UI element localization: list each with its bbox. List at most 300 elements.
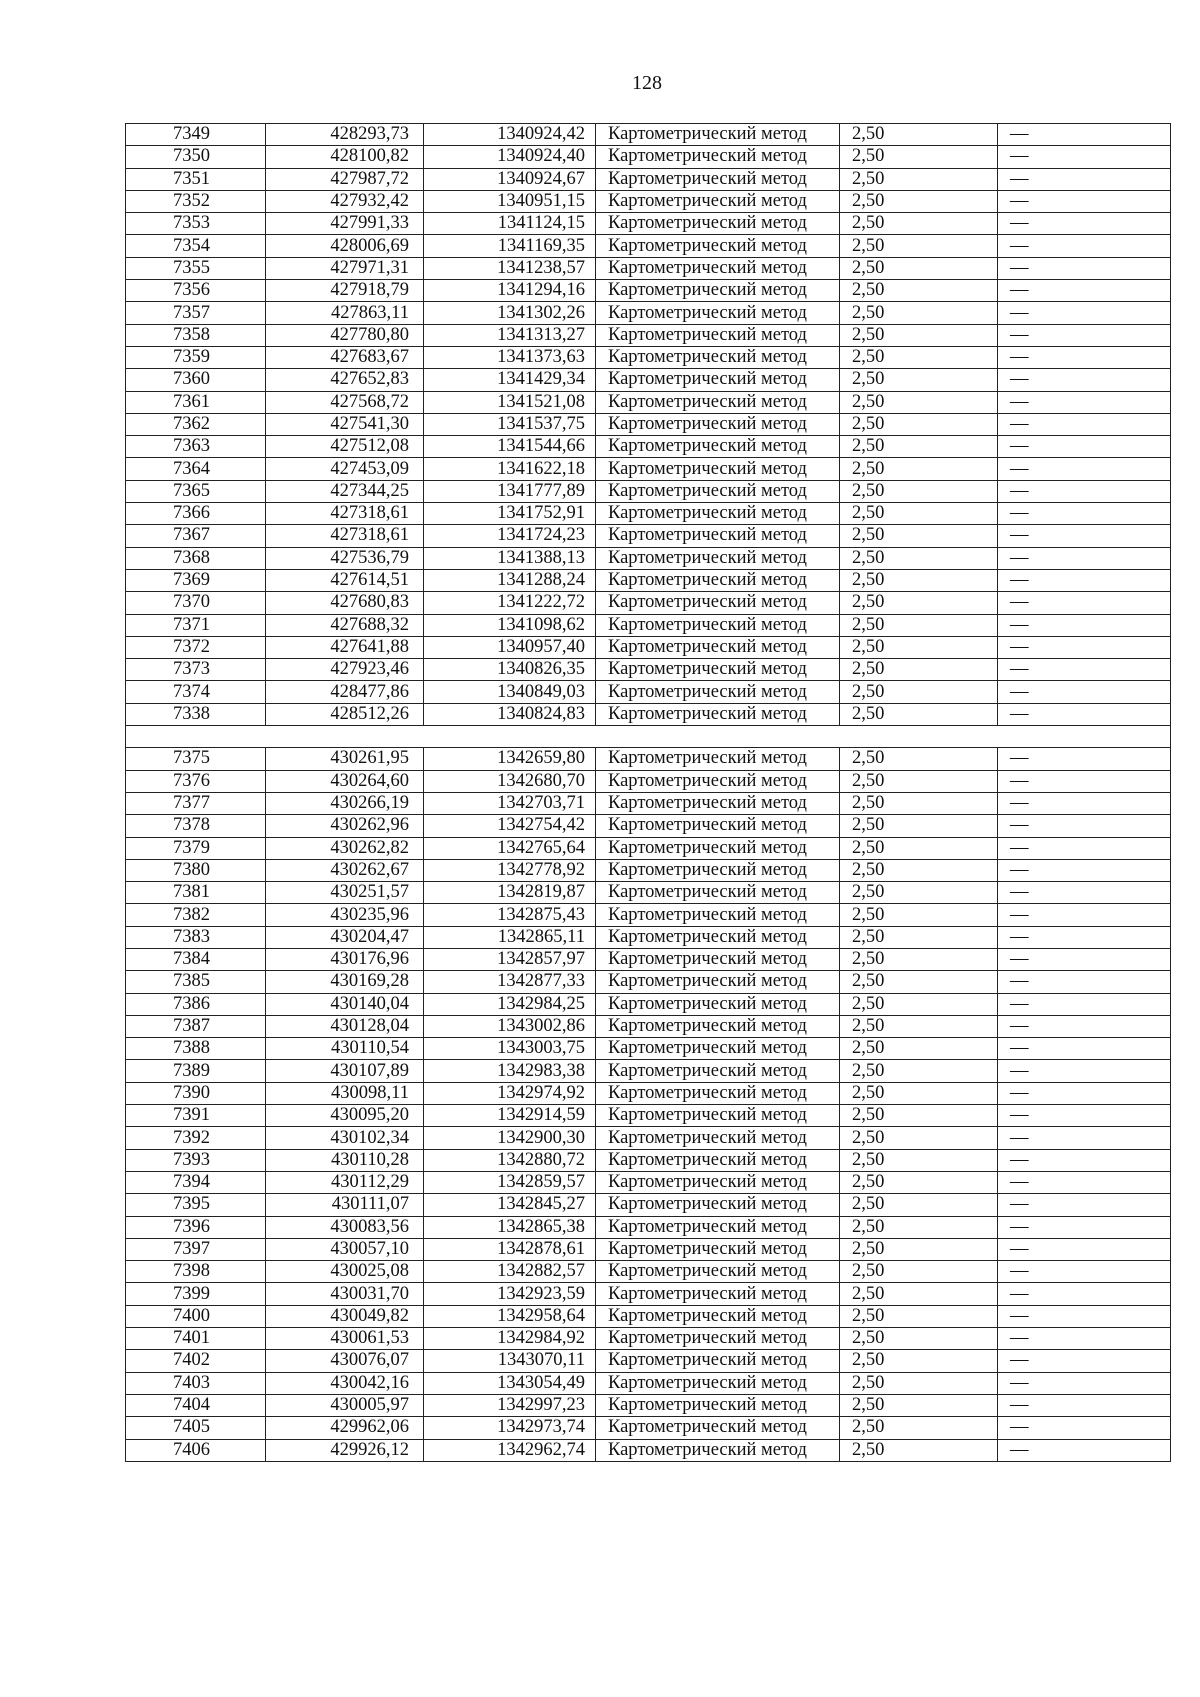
accuracy-cell: 2,50 (840, 1171, 998, 1193)
y-coordinate-cell: 1340824,83 (424, 703, 596, 725)
accuracy-cell: 2,50 (840, 1194, 998, 1216)
x-coordinate-cell: 427932,42 (266, 190, 424, 212)
note-cell: — (998, 859, 1171, 881)
table-row (126, 1439, 1171, 1461)
point-number-cell: 7349 (126, 124, 266, 146)
note-cell: — (998, 1283, 1171, 1305)
y-coordinate-cell: 1341288,24 (424, 569, 596, 591)
y-coordinate-cell: 1341521,08 (424, 391, 596, 413)
point-number-cell: 7355 (126, 257, 266, 279)
table-row (126, 1328, 1171, 1350)
method-cell: Картометрический метод (596, 1350, 840, 1372)
table-row (126, 1305, 1171, 1327)
point-number-cell: 7372 (126, 636, 266, 658)
method-cell: Картометрический метод (596, 413, 840, 435)
note-cell: — (998, 1372, 1171, 1394)
x-coordinate-cell: 430176,96 (266, 948, 424, 970)
table-row (126, 1149, 1171, 1171)
note-cell: — (998, 592, 1171, 614)
x-coordinate-cell: 430110,28 (266, 1149, 424, 1171)
y-coordinate-cell: 1342845,27 (424, 1194, 596, 1216)
x-coordinate-cell: 430098,11 (266, 1082, 424, 1104)
point-number-cell: 7388 (126, 1038, 266, 1060)
note-cell: — (998, 882, 1171, 904)
point-number-cell: 7367 (126, 525, 266, 547)
accuracy-cell: 2,50 (840, 1060, 998, 1082)
point-number-cell: 7398 (126, 1261, 266, 1283)
note-cell: — (998, 436, 1171, 458)
y-coordinate-cell: 1341313,27 (424, 324, 596, 346)
x-coordinate-cell: 430262,96 (266, 815, 424, 837)
accuracy-cell: 2,50 (840, 1283, 998, 1305)
note-cell: — (998, 837, 1171, 859)
x-coordinate-cell: 430102,34 (266, 1127, 424, 1149)
x-coordinate-cell: 427512,08 (266, 436, 424, 458)
accuracy-cell: 2,50 (840, 1261, 998, 1283)
table-row (126, 213, 1171, 235)
y-coordinate-cell: 1342878,61 (424, 1238, 596, 1260)
table-row (126, 1417, 1171, 1439)
method-cell: Картометрический метод (596, 1171, 840, 1193)
x-coordinate-cell: 428477,86 (266, 681, 424, 703)
x-coordinate-cell: 427318,61 (266, 503, 424, 525)
method-cell: Картометрический метод (596, 614, 840, 636)
y-coordinate-cell: 1342659,80 (424, 748, 596, 770)
x-coordinate-cell: 428512,26 (266, 703, 424, 725)
empty-cell (998, 726, 1171, 748)
accuracy-cell: 2,50 (840, 547, 998, 569)
table-row (126, 346, 1171, 368)
accuracy-cell: 2,50 (840, 636, 998, 658)
y-coordinate-cell: 1340924,67 (424, 168, 596, 190)
y-coordinate-cell: 1342984,92 (424, 1328, 596, 1350)
note-cell: — (998, 124, 1171, 146)
accuracy-cell: 2,50 (840, 1417, 998, 1439)
point-number-cell: 7395 (126, 1194, 266, 1216)
note-cell: — (998, 614, 1171, 636)
point-number-cell: 7376 (126, 770, 266, 792)
y-coordinate-cell: 1341777,89 (424, 480, 596, 502)
table-row (126, 1038, 1171, 1060)
accuracy-cell: 2,50 (840, 904, 998, 926)
method-cell: Картометрический метод (596, 681, 840, 703)
note-cell: — (998, 636, 1171, 658)
method-cell: Картометрический метод (596, 926, 840, 948)
x-coordinate-cell: 427987,72 (266, 168, 424, 190)
y-coordinate-cell: 1340826,35 (424, 659, 596, 681)
point-number-cell: 7385 (126, 971, 266, 993)
accuracy-cell: 2,50 (840, 369, 998, 391)
table-row (126, 1238, 1171, 1260)
x-coordinate-cell: 430095,20 (266, 1105, 424, 1127)
method-cell: Картометрический метод (596, 948, 840, 970)
table-row (126, 792, 1171, 814)
point-number-cell: 7360 (126, 369, 266, 391)
point-number-cell: 7356 (126, 280, 266, 302)
note-cell: — (998, 235, 1171, 257)
table-row (126, 235, 1171, 257)
table-row (126, 547, 1171, 569)
accuracy-cell: 2,50 (840, 926, 998, 948)
note-cell: — (998, 413, 1171, 435)
accuracy-cell: 2,50 (840, 168, 998, 190)
accuracy-cell: 2,50 (840, 1328, 998, 1350)
accuracy-cell: 2,50 (840, 1439, 998, 1461)
point-number-cell: 7370 (126, 592, 266, 614)
table-row (126, 1283, 1171, 1305)
accuracy-cell: 2,50 (840, 525, 998, 547)
table-row (126, 859, 1171, 881)
accuracy-cell: 2,50 (840, 213, 998, 235)
y-coordinate-cell: 1340924,42 (424, 124, 596, 146)
y-coordinate-cell: 1341622,18 (424, 458, 596, 480)
accuracy-cell: 2,50 (840, 792, 998, 814)
point-number-cell: 7404 (126, 1394, 266, 1416)
point-number-cell: 7363 (126, 436, 266, 458)
y-coordinate-cell: 1341169,35 (424, 235, 596, 257)
method-cell: Картометрический метод (596, 280, 840, 302)
point-number-cell: 7399 (126, 1283, 266, 1305)
x-coordinate-cell: 427680,83 (266, 592, 424, 614)
note-cell: — (998, 569, 1171, 591)
table-row (126, 681, 1171, 703)
x-coordinate-cell: 429926,12 (266, 1439, 424, 1461)
table-row (126, 770, 1171, 792)
x-coordinate-cell: 430057,10 (266, 1238, 424, 1260)
table-row (126, 1082, 1171, 1104)
y-coordinate-cell: 1341098,62 (424, 614, 596, 636)
x-coordinate-cell: 427614,51 (266, 569, 424, 591)
y-coordinate-cell: 1342974,92 (424, 1082, 596, 1104)
method-cell: Картометрический метод (596, 882, 840, 904)
y-coordinate-cell: 1343002,86 (424, 1015, 596, 1037)
table-row (126, 124, 1171, 146)
method-cell: Картометрический метод (596, 1038, 840, 1060)
point-number-cell: 7362 (126, 413, 266, 435)
table-row (126, 391, 1171, 413)
method-cell: Картометрический метод (596, 146, 840, 168)
x-coordinate-cell: 430112,29 (266, 1171, 424, 1193)
method-cell: Картометрический метод (596, 859, 840, 881)
method-cell: Картометрический метод (596, 525, 840, 547)
x-coordinate-cell: 430005,97 (266, 1394, 424, 1416)
coordinates-table (125, 123, 1171, 1462)
method-cell: Картометрический метод (596, 168, 840, 190)
accuracy-cell: 2,50 (840, 703, 998, 725)
y-coordinate-cell: 1342765,64 (424, 837, 596, 859)
table-row (126, 837, 1171, 859)
y-coordinate-cell: 1340924,40 (424, 146, 596, 168)
point-number-cell: 7351 (126, 168, 266, 190)
accuracy-cell: 2,50 (840, 971, 998, 993)
accuracy-cell: 2,50 (840, 1127, 998, 1149)
point-number-cell: 7366 (126, 503, 266, 525)
x-coordinate-cell: 427780,80 (266, 324, 424, 346)
x-coordinate-cell: 427971,31 (266, 257, 424, 279)
y-coordinate-cell: 1343054,49 (424, 1372, 596, 1394)
note-cell: — (998, 1105, 1171, 1127)
point-number-cell: 7393 (126, 1149, 266, 1171)
table-row (126, 926, 1171, 948)
method-cell: Картометрический метод (596, 257, 840, 279)
point-number-cell: 7368 (126, 547, 266, 569)
note-cell: — (998, 525, 1171, 547)
accuracy-cell: 2,50 (840, 235, 998, 257)
method-cell: Картометрический метод (596, 547, 840, 569)
point-number-cell: 7338 (126, 703, 266, 725)
table-row (126, 302, 1171, 324)
accuracy-cell: 2,50 (840, 1038, 998, 1060)
accuracy-cell: 2,50 (840, 346, 998, 368)
point-number-cell: 7391 (126, 1105, 266, 1127)
x-coordinate-cell: 427863,11 (266, 302, 424, 324)
note-cell: — (998, 770, 1171, 792)
method-cell: Картометрический метод (596, 503, 840, 525)
table-row (126, 480, 1171, 502)
x-coordinate-cell: 428293,73 (266, 124, 424, 146)
method-cell: Картометрический метод (596, 369, 840, 391)
note-cell: — (998, 1305, 1171, 1327)
accuracy-cell: 2,50 (840, 391, 998, 413)
note-cell: — (998, 1328, 1171, 1350)
y-coordinate-cell: 1342865,11 (424, 926, 596, 948)
method-cell: Картометрический метод (596, 748, 840, 770)
accuracy-cell: 2,50 (840, 480, 998, 502)
accuracy-cell: 2,50 (840, 1394, 998, 1416)
note-cell: — (998, 703, 1171, 725)
note-cell: — (998, 1261, 1171, 1283)
x-coordinate-cell: 427641,88 (266, 636, 424, 658)
method-cell: Картометрический метод (596, 1060, 840, 1082)
point-number-cell: 7369 (126, 569, 266, 591)
table-row (126, 904, 1171, 926)
y-coordinate-cell: 1342703,71 (424, 792, 596, 814)
x-coordinate-cell: 427991,33 (266, 213, 424, 235)
note-cell: — (998, 146, 1171, 168)
x-coordinate-cell: 430083,56 (266, 1216, 424, 1238)
note-cell: — (998, 391, 1171, 413)
note-cell: — (998, 1394, 1171, 1416)
method-cell: Картометрический метод (596, 1105, 840, 1127)
x-coordinate-cell: 430107,89 (266, 1060, 424, 1082)
empty-cell (266, 726, 424, 748)
method-cell: Картометрический метод (596, 1194, 840, 1216)
y-coordinate-cell: 1342984,25 (424, 993, 596, 1015)
method-cell: Картометрический метод (596, 1372, 840, 1394)
note-cell: — (998, 815, 1171, 837)
note-cell: — (998, 346, 1171, 368)
method-cell: Картометрический метод (596, 1283, 840, 1305)
table-row (126, 280, 1171, 302)
y-coordinate-cell: 1341429,34 (424, 369, 596, 391)
table-row (126, 748, 1171, 770)
point-number-cell: 7361 (126, 391, 266, 413)
method-cell: Картометрический метод (596, 993, 840, 1015)
method-cell: Картометрический метод (596, 703, 840, 725)
accuracy-cell: 2,50 (840, 859, 998, 881)
table-row (126, 592, 1171, 614)
table-row (126, 458, 1171, 480)
y-coordinate-cell: 1342923,59 (424, 1283, 596, 1305)
note-cell: — (998, 302, 1171, 324)
note-cell: — (998, 971, 1171, 993)
table-row (126, 1194, 1171, 1216)
accuracy-cell: 2,50 (840, 614, 998, 636)
method-cell: Картометрический метод (596, 659, 840, 681)
x-coordinate-cell: 430111,07 (266, 1194, 424, 1216)
accuracy-cell: 2,50 (840, 681, 998, 703)
table-row (126, 882, 1171, 904)
y-coordinate-cell: 1341544,66 (424, 436, 596, 458)
point-number-cell: 7394 (126, 1171, 266, 1193)
note-cell: — (998, 792, 1171, 814)
table-row (126, 703, 1171, 725)
x-coordinate-cell: 427536,79 (266, 547, 424, 569)
table-row (126, 614, 1171, 636)
note-cell: — (998, 480, 1171, 502)
table-row (126, 1015, 1171, 1037)
y-coordinate-cell: 1340957,40 (424, 636, 596, 658)
y-coordinate-cell: 1342754,42 (424, 815, 596, 837)
table-row (126, 1127, 1171, 1149)
note-cell: — (998, 1149, 1171, 1171)
point-number-cell: 7350 (126, 146, 266, 168)
accuracy-cell: 2,50 (840, 146, 998, 168)
point-number-cell: 7403 (126, 1372, 266, 1394)
table-row (126, 413, 1171, 435)
y-coordinate-cell: 1342914,59 (424, 1105, 596, 1127)
note-cell: — (998, 1060, 1171, 1082)
method-cell: Картометрический метод (596, 1261, 840, 1283)
note-cell: — (998, 324, 1171, 346)
x-coordinate-cell: 430169,28 (266, 971, 424, 993)
y-coordinate-cell: 1342958,64 (424, 1305, 596, 1327)
x-coordinate-cell: 427683,67 (266, 346, 424, 368)
x-coordinate-cell: 430261,95 (266, 748, 424, 770)
y-coordinate-cell: 1342962,74 (424, 1439, 596, 1461)
point-number-cell: 7374 (126, 681, 266, 703)
table-row (126, 1394, 1171, 1416)
note-cell: — (998, 503, 1171, 525)
x-coordinate-cell: 430251,57 (266, 882, 424, 904)
method-cell: Картометрический метод (596, 124, 840, 146)
accuracy-cell: 2,50 (840, 324, 998, 346)
point-number-cell: 7381 (126, 882, 266, 904)
table-row (126, 636, 1171, 658)
method-cell: Картометрический метод (596, 1238, 840, 1260)
method-cell: Картометрический метод (596, 190, 840, 212)
accuracy-cell: 2,50 (840, 1305, 998, 1327)
method-cell: Картометрический метод (596, 480, 840, 502)
x-coordinate-cell: 428100,82 (266, 146, 424, 168)
note-cell: — (998, 904, 1171, 926)
table-row (126, 1350, 1171, 1372)
table-row (126, 569, 1171, 591)
y-coordinate-cell: 1342857,97 (424, 948, 596, 970)
table-row (126, 971, 1171, 993)
y-coordinate-cell: 1342880,72 (424, 1149, 596, 1171)
note-cell: — (998, 547, 1171, 569)
accuracy-cell: 2,50 (840, 1015, 998, 1037)
note-cell: — (998, 748, 1171, 770)
group-separator-row (126, 726, 1171, 748)
method-cell: Картометрический метод (596, 1015, 840, 1037)
method-cell: Картометрический метод (596, 1082, 840, 1104)
point-number-cell: 7389 (126, 1060, 266, 1082)
method-cell: Картометрический метод (596, 1149, 840, 1171)
point-number-cell: 7392 (126, 1127, 266, 1149)
note-cell: — (998, 1194, 1171, 1216)
y-coordinate-cell: 1342819,87 (424, 882, 596, 904)
table-row (126, 1372, 1171, 1394)
accuracy-cell: 2,50 (840, 837, 998, 859)
accuracy-cell: 2,50 (840, 1238, 998, 1260)
note-cell: — (998, 458, 1171, 480)
method-cell: Картометрический метод (596, 636, 840, 658)
accuracy-cell: 2,50 (840, 569, 998, 591)
method-cell: Картометрический метод (596, 1216, 840, 1238)
note-cell: — (998, 257, 1171, 279)
table-row (126, 948, 1171, 970)
note-cell: — (998, 369, 1171, 391)
point-number-cell: 7400 (126, 1305, 266, 1327)
note-cell: — (998, 190, 1171, 212)
note-cell: — (998, 168, 1171, 190)
empty-cell (126, 726, 266, 748)
y-coordinate-cell: 1341222,72 (424, 592, 596, 614)
accuracy-cell: 2,50 (840, 1350, 998, 1372)
method-cell: Картометрический метод (596, 1328, 840, 1350)
note-cell: — (998, 1038, 1171, 1060)
point-number-cell: 7379 (126, 837, 266, 859)
point-number-cell: 7406 (126, 1439, 266, 1461)
y-coordinate-cell: 1341388,13 (424, 547, 596, 569)
x-coordinate-cell: 429962,06 (266, 1417, 424, 1439)
method-cell: Картометрический метод (596, 1394, 840, 1416)
y-coordinate-cell: 1342865,38 (424, 1216, 596, 1238)
method-cell: Картометрический метод (596, 1417, 840, 1439)
method-cell: Картометрический метод (596, 346, 840, 368)
note-cell: — (998, 681, 1171, 703)
x-coordinate-cell: 430235,96 (266, 904, 424, 926)
point-number-cell: 7397 (126, 1238, 266, 1260)
y-coordinate-cell: 1341238,57 (424, 257, 596, 279)
y-coordinate-cell: 1342900,30 (424, 1127, 596, 1149)
x-coordinate-cell: 427453,09 (266, 458, 424, 480)
point-number-cell: 7354 (126, 235, 266, 257)
point-number-cell: 7380 (126, 859, 266, 881)
point-number-cell: 7365 (126, 480, 266, 502)
note-cell: — (998, 1127, 1171, 1149)
method-cell: Картометрический метод (596, 302, 840, 324)
y-coordinate-cell: 1341724,23 (424, 525, 596, 547)
y-coordinate-cell: 1342877,33 (424, 971, 596, 993)
empty-cell (596, 726, 840, 748)
table-row (126, 168, 1171, 190)
x-coordinate-cell: 427688,32 (266, 614, 424, 636)
note-cell: — (998, 1216, 1171, 1238)
accuracy-cell: 2,50 (840, 815, 998, 837)
y-coordinate-cell: 1343003,75 (424, 1038, 596, 1060)
point-number-cell: 7387 (126, 1015, 266, 1037)
x-coordinate-cell: 430264,60 (266, 770, 424, 792)
x-coordinate-cell: 430076,07 (266, 1350, 424, 1372)
y-coordinate-cell: 1343070,11 (424, 1350, 596, 1372)
method-cell: Картометрический метод (596, 569, 840, 591)
y-coordinate-cell: 1341373,63 (424, 346, 596, 368)
note-cell: — (998, 948, 1171, 970)
table-row (126, 1216, 1171, 1238)
